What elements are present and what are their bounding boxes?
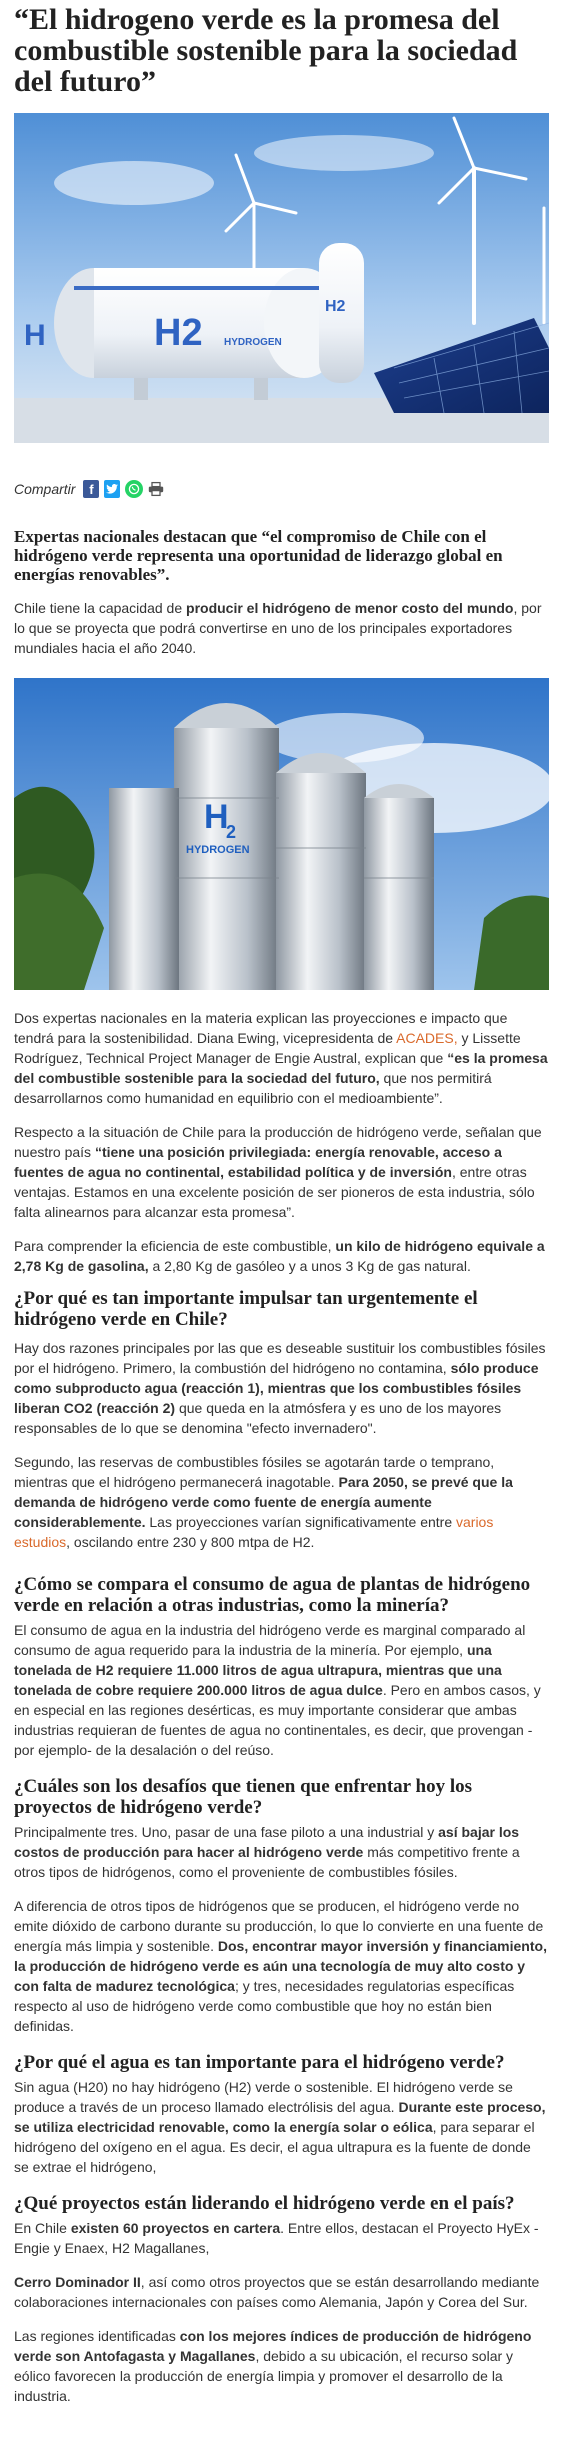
paragraph: Segundo, las reservas de combustibles fósiles se agotarán tarde o temprano, mientras que el hidrógeno permanecerá inagotable. Para 2050, se prevé que la demanda de hidrógeno verde como fuente de energía aumente considerablemente. Las proyecciones varían significativamente entre varios estudios, oscilando entre 230 y 800 mtpa de H2. — [14, 1454, 513, 1550]
svg-text:H: H — [204, 798, 229, 836]
svg-text:H2: H2 — [154, 312, 203, 354]
paragraph: Las regiones identificadas con los mejores índices de producción de hidrógeno verde son Antofagasta y Magallanes, debido a su ubicación, el recurso solar y eólico favorecen la producción de energía limpia y promover el desarrollo de la industria. — [14, 2328, 532, 2404]
share-bar — [14, 477, 549, 501]
facebook-icon[interactable]: f — [83, 480, 99, 498]
paragraph: Cerro Dominador II, así como otros proyectos que se están desarrollando mediante colaboraciones internacionales con países como Alemania, Japón y Corea del Sur. — [14, 2274, 540, 2310]
svg-text:HYDROGEN: HYDROGEN — [186, 844, 250, 856]
print-icon[interactable] — [148, 480, 164, 498]
section-heading: ¿Cómo se compara el consumo de agua de plantas de hidrógeno verde en relación a otras industrias, como la minería? — [14, 1574, 531, 1616]
twitter-icon[interactable] — [104, 480, 120, 498]
paragraph: Respecto a la situación de Chile para la producción de hidrógeno verde, señalan que nuestro país “tiene una posición privilegiada: energía renovable, acceso a fuentes de agua no continental, estabilidad política y de inversión, entre otras ventajas. Estamos en una excelente posición de ser pioneros de esta industria, sólo falta alinearnos para alcanzar esta promesa”. — [14, 1124, 542, 1220]
section-heading: ¿Cuáles son los desafíos que tienen que enfrentar hoy los proyectos de hidrógeno verde? — [14, 1776, 472, 1818]
article-lead: Expertas nacionales destacan que “el compromiso de Chile con el hidrógeno verde representa una oportunidad de liderazgo global en energías renovables”. — [14, 527, 503, 584]
section-heading: ¿Qué proyectos están liderando el hidrógeno verde en el país? — [14, 2193, 515, 2214]
svg-text:H: H — [24, 319, 46, 352]
share-label: Compartir — [14, 481, 76, 497]
paragraph: Dos expertas nacionales en la materia explican las proyecciones e impacto que tendrá para la sostenibilidad. Diana Ewing, vicepresidenta de ACADES, y Lissette Rodríguez, Technical Project Manager de Engie Austral, explican que “es la promesa del combustible sostenible para la sociedad del futuro, que nos permitirá desarrollarnos como humanidad en equilibrio con el medioambiente”. — [14, 1010, 548, 1106]
paragraph: Para comprender la eficiencia de este combustible, un kilo de hidrógeno equivale a 2,78 Kg de gasolina, a 2,80 Kg de gasóleo y a unos 3 Kg de gas natural. — [14, 1238, 545, 1274]
studies-link[interactable]: varios estudios — [14, 1514, 494, 1550]
hero-image — [14, 113, 549, 443]
whatsapp-icon[interactable] — [125, 480, 143, 498]
svg-text:H2: H2 — [325, 298, 346, 315]
paragraph: A diferencia de otros tipos de hidrógenos que se producen, el hidrógeno verde no emite dióxido de carbono durante su producción, lo que lo convierte en una fuente de energía más limpia y sostenible. Dos, encontrar mayor inversión y financiamiento, la producción de hidrógeno verde es aún una tecnología de muy alto costo y con falta de madurez tecnológica; y tres, necesidades regulatorias específicas respecto al uso de hidrógeno verde como combustible que hoy no están bien definidas. — [14, 1898, 547, 2034]
svg-text:2: 2 — [226, 822, 237, 842]
paragraph: Hay dos razones principales por las que es deseable sustituir los combustibles fósiles por el hidrógeno. Primero, la combustión del hidrógeno no contamina, sólo produce como subproducto agua (reacción 1), mientras que los combustibles fósiles liberan CO2 (reacción 2) que queda en la atmósfera y es uno de los mayores responsables de lo que se denomina "efecto invernadero". — [14, 1340, 546, 1436]
paragraph: Sin agua (H20) no hay hidrógeno (H2) verde o sostenible. El hidrógeno verde se produce a través de un proceso llamado electrólisis del agua. Durante este proceso, se utiliza electricidad renovable, como la energía solar o eólica, para separar el hidrógeno del oxígeno en el agua. Es decir, el agua ultrapura es la fuente de donde se extrae el hidrógeno, — [14, 2079, 546, 2175]
paragraph: El consumo de agua en la industria del hidrógeno verde es marginal comparado al consumo de agua requerido para la industria de la minería. Por ejemplo, una tonelada de H2 requiere 11.000 litros de agua ultrapura, mientras que una tonelada de cobre requiere 200.000 litros de agua dulce. Pero en ambos casos, y en especial en las regiones desérticas, es muy importante considerar que ambas industrias requieran de fuentes de agua no continentales, es decir, que provengan -por ejemplo- de la desalación o del reúso. — [14, 1622, 541, 1758]
section-heading: ¿Por qué es tan importante impulsar tan urgentemente el hidrógeno verde en Chile? — [14, 1288, 478, 1330]
hydrogen-tanks-image — [14, 678, 549, 990]
paragraph: En Chile existen 60 proyectos en cartera. Entre ellos, destacan el Proyecto HyEx - Engie y Enaex, H2 Magallanes, — [14, 2220, 539, 2256]
acades-link[interactable]: ACADES, — [396, 1030, 458, 1046]
article-title: “El hidrogeno verde es la promesa del combustible sostenible para la sociedad del futuro” — [14, 3, 518, 98]
paragraph: Chile tiene la capacidad de producir el hidrógeno de menor costo del mundo, por lo que se proyecta que podrá convertirse en uno de los principales exportadores mundiales hacia el año 2040. — [14, 600, 542, 656]
section-heading: ¿Por qué el agua es tan importante para el hidrógeno verde? — [14, 2052, 505, 2073]
paragraph: Principalmente tres. Uno, pasar de una fase piloto a una industrial y así bajar los costos de producción para hacer al hidrógeno verde más competitivo frente a otros tipos de hidrógenos, como el proveniente de combustibles fósiles. — [14, 1824, 520, 1880]
svg-text:HYDROGEN: HYDROGEN — [224, 337, 282, 348]
